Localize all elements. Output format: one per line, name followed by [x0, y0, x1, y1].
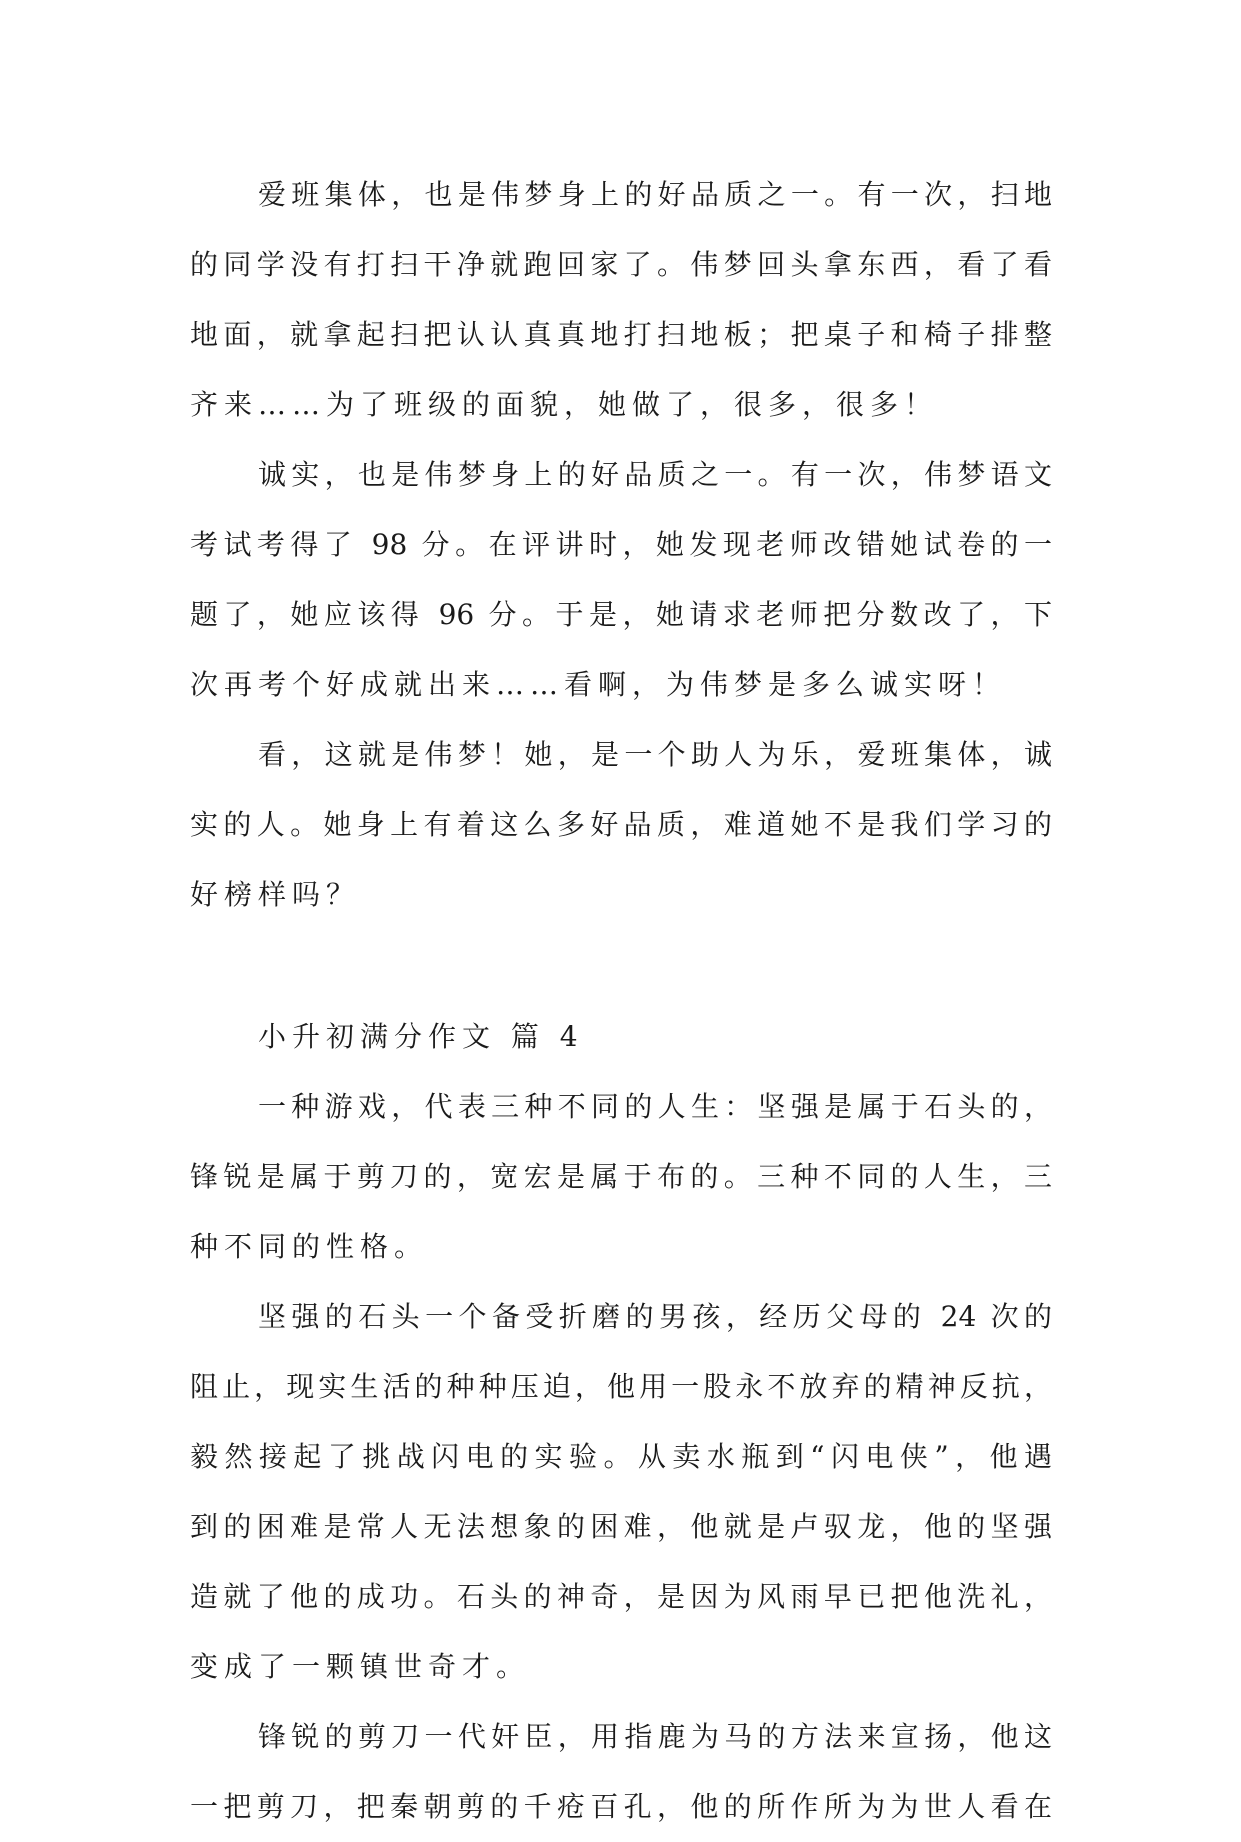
text-line: 爱班集体，也是伟梦身上的好品质之一。有一次，扫地 [258, 178, 1052, 211]
paragraph [190, 1072, 1052, 1282]
text-line: 考试考得了 98 分。在评讲时，她发现老师改错她试卷的一 [190, 528, 1052, 561]
text-line: 种不同的性格。 [190, 1230, 429, 1263]
section-gap [190, 930, 1052, 1002]
text-line: 齐来……为了班级的面貌，她做了，很多，很多！ [190, 388, 939, 421]
paragraph [190, 440, 1052, 720]
text-line: 锋锐的剪刀一代奸臣，用指鹿为马的方法来宣扬，他这 [258, 1720, 1052, 1753]
section-heading: 小升初满分作文 篇 4 [258, 1020, 584, 1053]
paragraph [190, 1702, 1052, 1842]
text-line: 毅然接起了挑战闪电的实验。从卖水瓶到“闪电侠”，他遇 [190, 1440, 1052, 1473]
text-line: 一把剪刀，把秦朝剪的千疮百孔，他的所作所为为世人看在 [190, 1790, 1052, 1823]
text-line: 看，这就是伟梦！她，是一个助人为乐，爱班集体，诚 [258, 738, 1052, 771]
paragraph [190, 160, 1052, 440]
text-line: 题了，她应该得 96 分。于是，她请求老师把分数改了，下 [190, 598, 1052, 631]
article-body [190, 160, 1052, 1842]
text-line: 好榜样吗？ [190, 878, 361, 911]
paragraph [190, 720, 1052, 930]
text-line: 实的人。她身上有着这么多好品质，难道她不是我们学习的 [190, 808, 1052, 841]
text-line: 锋锐是属于剪刀的，宽宏是属于布的。三种不同的人生，三 [190, 1160, 1052, 1193]
text-line: 的同学没有打扫干净就跑回家了。伟梦回头拿东西，看了看 [190, 248, 1052, 281]
paragraph [190, 1282, 1052, 1702]
text-line: 坚强的石头一个备受折磨的男孩，经历父母的 24 次的 [258, 1300, 1052, 1333]
text-line: 地面，就拿起扫把认认真真地打扫地板；把桌子和椅子排整 [190, 318, 1052, 351]
text-line: 次再考个好成就出来……看啊，为伟梦是多么诚实呀！ [190, 668, 1007, 701]
text-line: 阻止，现实生活的种种压迫，他用一股永不放弃的精神反抗， [190, 1370, 1052, 1403]
text-line: 一种游戏，代表三种不同的人生：坚强是属于石头的， [258, 1090, 1052, 1123]
text-line: 到的困难是常人无法想象的困难，他就是卢驭龙，他的坚强 [190, 1510, 1052, 1543]
text-line: 造就了他的成功。石头的神奇，是因为风雨早已把他洗礼， [190, 1580, 1052, 1613]
text-line: 诚实，也是伟梦身上的好品质之一。有一次，伟梦语文 [258, 458, 1052, 491]
text-line: 变成了一颗镇世奇才。 [190, 1650, 531, 1683]
